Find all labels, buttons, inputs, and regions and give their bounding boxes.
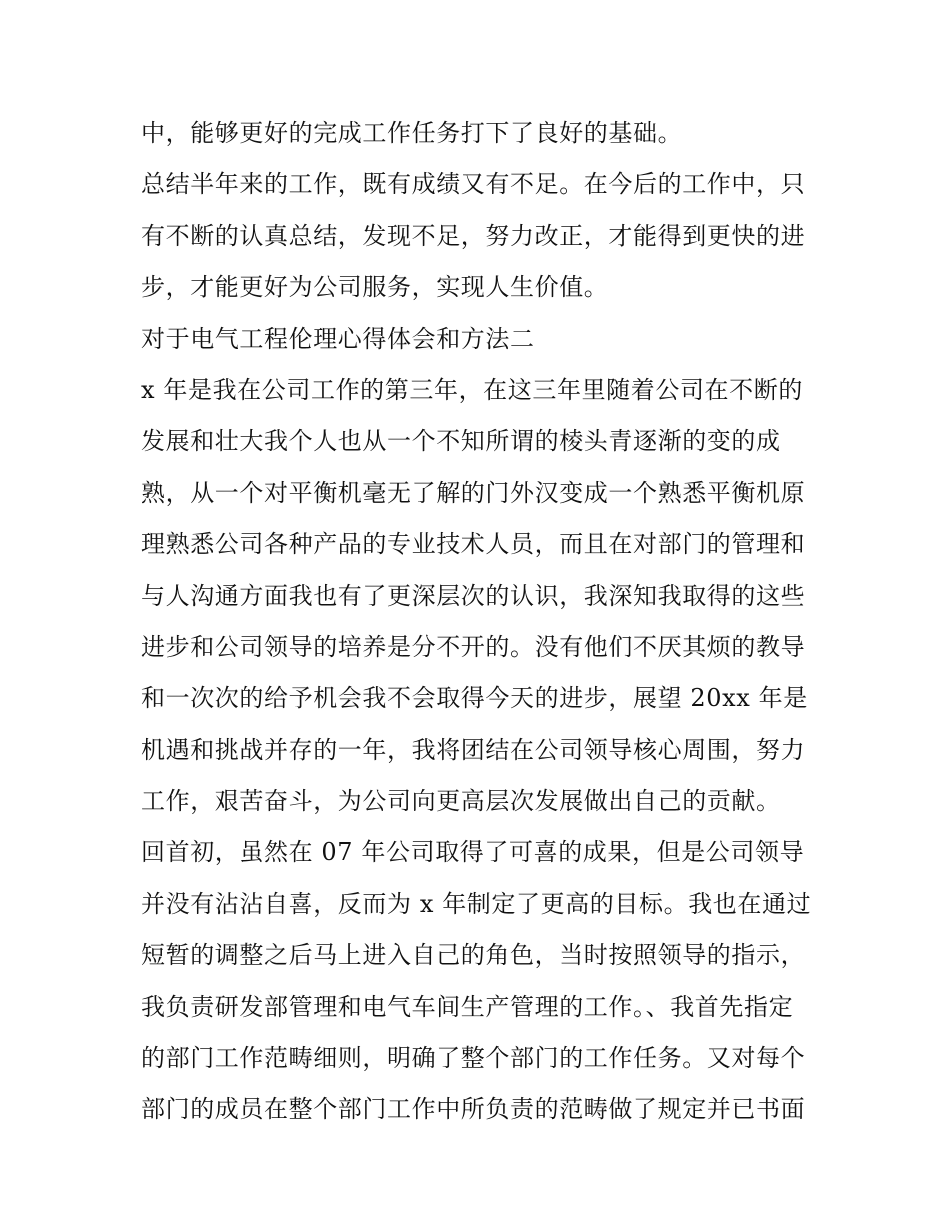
text-line: 并没有沾沾自喜，反而为 x 年制定了更高的目标。我也在通过 — [141, 889, 812, 918]
text-line: 中，能够更好的完成工作任务打下了良好的基础。 — [141, 119, 683, 147]
text-line: 回首初，虽然在 07 年公司取得了可喜的成果，但是公司领导 — [141, 838, 805, 867]
text-line: x 年是我在公司工作的第三年，在这三年里随着公司在不断的 — [141, 375, 803, 404]
section-heading: 对于电气工程伦理心得体会和方法二 — [141, 324, 535, 353]
text-line: 与人沟通方面我也有了更深层次的认识，我深知我取得的这些 — [141, 581, 806, 610]
text-line: 理熟悉公司各种产品的专业技术人员，而且在对部门的管理和 — [141, 530, 806, 559]
text-line: 工作，艰苦奋斗，为公司向更高层次发展做出自己的贡献。 — [141, 787, 781, 816]
text-line: 和一次次的给予机会我不会取得今天的进步，展望 20xx 年是 — [141, 684, 808, 713]
text-line: 部门的成员在整个部门工作中所负责的范畴做了规定并已书面 — [141, 1095, 806, 1124]
text-line: 熟，从一个对平衡机毫无了解的门外汉变成一个熟悉平衡机原 — [141, 478, 806, 507]
text-line: 我负责研发部管理和电气车间生产管理的工作。、我首先指定 — [141, 992, 794, 1021]
text-line: 机遇和挑战并存的一年，我将团结在公司领导核心周围，努力 — [141, 735, 806, 764]
text-line: 总结半年来的工作，既有成绩又有不足。在今后的工作中，只 — [141, 170, 806, 199]
text-line: 短暂的调整之后马上进入自己的角色，当时按照领导的指示， — [141, 941, 806, 970]
text-line: 的部门工作范畴细则，明确了整个部门的工作任务。又对每个 — [141, 1044, 806, 1073]
document-body — [141, 108, 821, 1136]
text-line: 步，才能更好为公司服务，实现人生价值。 — [141, 273, 609, 302]
text-line: 进步和公司领导的培养是分不开的。没有他们不厌其烦的教导 — [141, 632, 806, 661]
text-line: 有不断的认真总结，发现不足，努力改正，才能得到更快的进 — [141, 221, 806, 250]
text-line: 发展和壮大我个人也从一个不知所谓的棱头青逐渐的变的成 — [141, 427, 781, 456]
